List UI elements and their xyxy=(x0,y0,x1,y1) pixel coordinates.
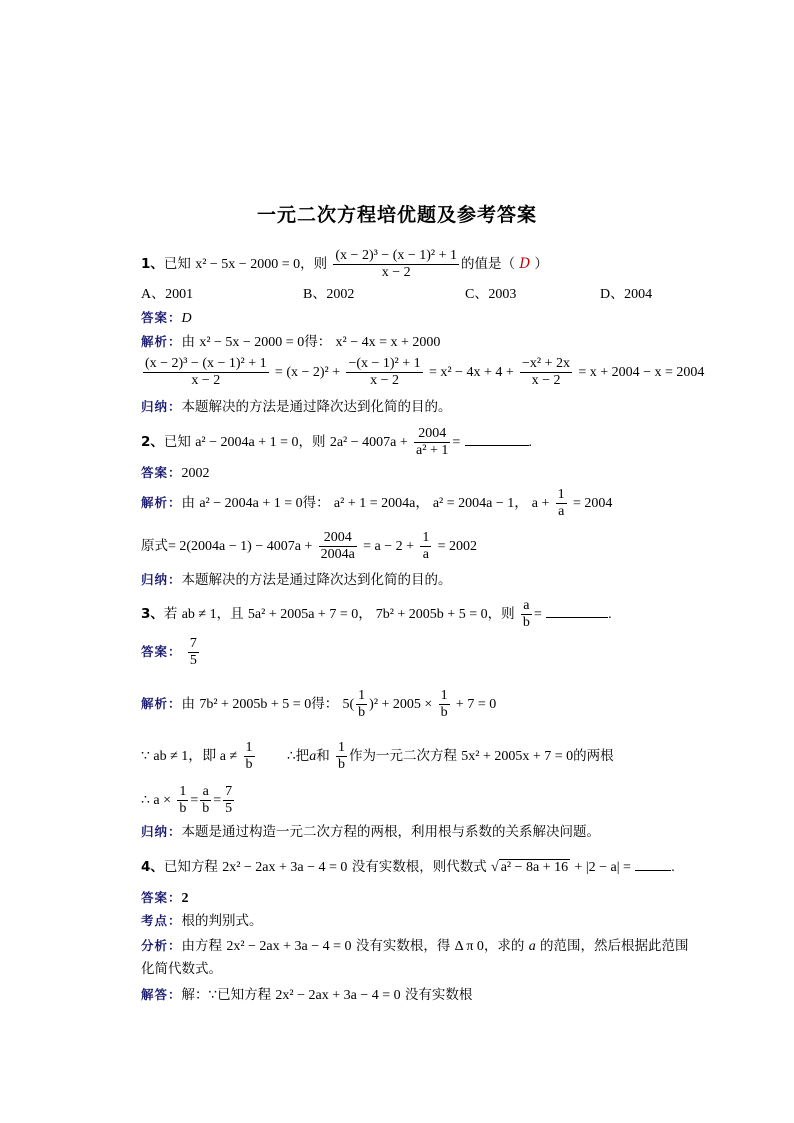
q3-analysis-eq: + 7 = 0 xyxy=(455,697,497,712)
q1-stem-text: ，则 xyxy=(300,256,328,272)
fraction-numerator: 1 xyxy=(358,688,366,703)
q3-summary-line xyxy=(141,822,600,842)
q2-expression: 2a² − 4007a + xyxy=(329,435,408,450)
q1-option-a: A、2001 xyxy=(141,287,194,302)
q3-stem-text: ，则 xyxy=(487,606,515,622)
q3-condition: ab ≠ 1 xyxy=(181,607,217,622)
fraction-denominator: b xyxy=(337,757,345,772)
q2-number: 2、 xyxy=(141,434,164,450)
answer-label: 答案： xyxy=(141,644,182,659)
q1-condition: x² − 5x − 2000 = 0 xyxy=(195,257,301,272)
q3-analysis-text: 得： xyxy=(311,696,339,712)
q1-analysis-text: 由 xyxy=(181,334,196,350)
q4-number: 4、 xyxy=(141,859,164,875)
q1-analysis-line xyxy=(141,332,440,353)
q3-stem-tail: . xyxy=(608,607,612,622)
q3-conclusion-fraction-2 xyxy=(200,784,211,817)
q2-answer: 2002 xyxy=(181,466,210,481)
q2-ys-fraction-2 xyxy=(420,530,431,563)
q4-answer-blank xyxy=(635,856,671,871)
q4-jieda-eq: 2x² − 2ax + 3a − 4 = 0 xyxy=(275,988,401,1003)
q4-stem-tail: . xyxy=(671,860,675,875)
q4-stem xyxy=(141,856,675,878)
q1-derivation xyxy=(141,356,704,389)
q1-step-text: = x² − 4x + 4 + xyxy=(428,365,514,380)
q3-conclusion-line xyxy=(141,784,236,817)
summary-label: 归纳： xyxy=(141,824,182,839)
q2-equals: = xyxy=(452,435,461,450)
jieda-label: 解答： xyxy=(141,987,182,1002)
q2-condition: a² − 2004a + 1 = 0 xyxy=(195,435,299,450)
q3-stem xyxy=(141,598,612,631)
fraction-numerator: a xyxy=(521,598,532,615)
q2-analysis-cond: a² − 2004a + 1 = 0 xyxy=(199,496,303,511)
q3-condition: 5a² + 2005a + 7 = 0， 7b² + 2005b + 5 = 0 xyxy=(247,607,488,622)
analysis-label: 解析： xyxy=(141,334,182,349)
fraction-denominator: b xyxy=(245,757,253,772)
q3-analysis-eq: 5( xyxy=(342,697,355,712)
q1-analysis-cond: x² − 5x − 2000 = 0 xyxy=(199,335,305,350)
fraction-numerator: (x − 2)³ − (x − 1)² + 1 xyxy=(145,356,267,371)
fraction-numerator: 1 xyxy=(557,487,565,502)
q4-fenxi-var: a xyxy=(528,939,536,954)
q1-options xyxy=(141,284,652,305)
fenxi-label: 分析： xyxy=(141,938,182,953)
q2-analysis-fraction xyxy=(556,487,567,520)
analysis-label: 解析： xyxy=(141,696,182,711)
q3-conclusion-text: = xyxy=(213,793,222,808)
fraction-numerator: 7 xyxy=(189,636,197,651)
fraction-denominator: a xyxy=(422,547,429,562)
q3-because-text: ∵ ab ≠ 1，即 a ≠ xyxy=(141,749,238,764)
fraction-numerator: (x − 2)³ − (x − 1)² + 1 xyxy=(335,248,458,263)
q2-analysis-line xyxy=(141,487,612,520)
q3-analysis-text: 由 xyxy=(181,696,196,712)
q3-because-fraction xyxy=(244,740,255,773)
fraction-denominator: x − 2 xyxy=(370,373,399,388)
answer-label: 答案： xyxy=(141,890,182,905)
q2-answer-blank xyxy=(465,431,529,446)
fraction-numerator: 1 xyxy=(179,784,187,799)
q3-conclusion-text: = xyxy=(190,793,199,808)
q4-jieda-text: 解：∵已知方程 xyxy=(181,987,272,1003)
q4-jieda-line xyxy=(141,985,472,1006)
fraction-denominator: x − 2 xyxy=(531,373,561,388)
q3-therefore-var: a xyxy=(309,749,317,764)
q3-analysis-fraction-1 xyxy=(356,688,367,721)
q2-analysis-text: 由 xyxy=(181,495,196,511)
q1-stem-text: 已知 xyxy=(163,256,191,272)
q1-step-fraction-2 xyxy=(346,356,422,389)
fraction-numerator: 2004 xyxy=(319,530,357,547)
fraction-denominator: a xyxy=(558,504,565,519)
fraction-denominator: a² + 1 xyxy=(416,443,449,458)
q4-fenxi-eq: 2x² − 2ax + 3a − 4 = 0 xyxy=(226,939,352,954)
q1-summary: 本题解决的方法是通过降次达到化简的目的。 xyxy=(181,399,452,415)
q3-therefore-text: 作为一元二次方程 xyxy=(348,748,457,764)
fraction-numerator: 1 xyxy=(440,688,448,703)
fraction-numerator: 1 xyxy=(337,740,345,755)
fraction-numerator: 7 xyxy=(225,784,233,799)
q3-answer-blank xyxy=(546,603,608,618)
fraction-numerator: a xyxy=(200,784,211,801)
q1-analysis-eq: x² − 4x = x + 2000 xyxy=(335,335,441,350)
q1-step-text: = (x − 2)² + xyxy=(274,365,341,380)
q1-analysis-text: 得： xyxy=(304,334,332,350)
q3-stem-text: 若 xyxy=(163,606,178,622)
q1-step-text: = x + 2004 − x = 2004 xyxy=(578,365,705,380)
fraction-denominator: x − 2 xyxy=(191,373,221,388)
q2-stem-text: ，则 xyxy=(298,434,326,450)
q3-analysis-eq: )² + 2005 × xyxy=(369,697,433,712)
q3-conclusion-fraction-1 xyxy=(177,784,188,817)
q1-step-fraction-1 xyxy=(143,356,269,389)
q1-option-c: C、2003 xyxy=(465,287,517,302)
q4-fenxi-line xyxy=(141,936,689,957)
q1-given-answer: D xyxy=(519,256,531,272)
q3-analysis-line xyxy=(141,688,496,721)
fraction-denominator: 2004a xyxy=(320,547,355,562)
q3-equals: = xyxy=(533,607,542,622)
q2-analysis-eq: = 2004 xyxy=(572,496,613,511)
fraction-numerator: −x² + 2x xyxy=(522,356,571,371)
summary-label: 归纳： xyxy=(141,399,182,414)
q3-answer-fraction xyxy=(188,636,199,669)
q3-therefore-text: 的两根 xyxy=(573,748,614,764)
q2-answer-line xyxy=(141,463,210,484)
summary-label: 归纳： xyxy=(141,572,182,587)
q2-ys-fraction-1 xyxy=(319,530,357,563)
q4-stem-text: 已知方程 xyxy=(163,859,218,875)
q4-fenxi-line-2 xyxy=(141,959,222,979)
answer-label: 答案： xyxy=(141,465,182,480)
q1-stem-text: ） xyxy=(534,256,548,272)
fraction-denominator: b xyxy=(358,705,366,720)
q1-stem-text: 的值是（ xyxy=(461,256,516,272)
q4-answer-line xyxy=(141,888,189,909)
q4-condition: 2x² − 2ax + 3a − 4 = 0 xyxy=(222,860,348,875)
q4-fenxi-text: 由方程 xyxy=(181,938,223,954)
q3-therefore-fraction xyxy=(336,740,347,773)
q2-stem xyxy=(141,426,532,459)
q4-jieda-text: 没有实数根 xyxy=(404,987,473,1003)
q2-ys-text: = a − 2 + xyxy=(363,539,415,554)
q4-fenxi-delta: Δ π 0 xyxy=(454,939,484,954)
fraction-denominator: 5 xyxy=(189,653,197,668)
q3-therefore-text: 和 xyxy=(316,748,330,764)
page-title: 一元二次方程培优题及参考答案 xyxy=(256,204,537,226)
q2-analysis-text: 得： xyxy=(302,495,330,511)
q4-kaodian: 根的判别式。 xyxy=(181,913,263,929)
q3-answer-line xyxy=(141,636,201,669)
q4-fenxi-text: 化简代数式。 xyxy=(141,961,222,977)
fraction-numerator: 1 xyxy=(245,740,253,755)
q1-answer-line xyxy=(141,308,192,329)
q2-summary-line xyxy=(141,570,452,590)
fraction-denominator: b xyxy=(202,801,210,816)
q1-step-fraction-3 xyxy=(520,356,572,389)
q3-number: 3、 xyxy=(141,606,164,622)
q3-fraction xyxy=(521,598,532,631)
q2-summary: 本题解决的方法是通过降次达到化简的目的。 xyxy=(181,572,452,588)
q2-stem-tail: . xyxy=(528,435,533,450)
q3-conclusion-fraction-3 xyxy=(223,784,234,817)
kaodian-label: 考点： xyxy=(141,913,182,928)
q4-stem-text: 没有实数根，则代数式 xyxy=(351,859,487,875)
q2-analysis-eq: a² + 1 = 2004a， a² = 2004a − 1， a + xyxy=(333,496,550,511)
answer-label: 答案： xyxy=(141,310,182,325)
q4-kaodian-line xyxy=(141,911,263,931)
q3-conclusion-text: ∴ a × xyxy=(141,793,172,808)
q1-option-d: D、2004 xyxy=(600,287,653,302)
q2-yuanshi: 原式 xyxy=(141,538,168,554)
q2-stem-text: 已知 xyxy=(163,434,191,450)
q3-summary: 本题是通过构造一元二次方程的两根，利用根与系数的关系解决问题。 xyxy=(181,824,601,840)
fraction-denominator: x − 2 xyxy=(381,265,411,280)
q2-ys-text: = 2(2004a − 1) − 4007a + xyxy=(168,539,313,554)
q2-fraction xyxy=(414,426,450,459)
q4-sqrt: √ a² − 8a + 16 xyxy=(491,860,569,875)
q1-summary-line xyxy=(141,397,452,417)
q1-number: 1、 xyxy=(141,256,164,272)
fraction-denominator: b xyxy=(440,705,448,720)
fraction-numerator: −(x − 1)² + 1 xyxy=(348,356,421,371)
q2-ys-text: = 2002 xyxy=(437,539,478,554)
q4-sqrt-inner: a² − 8a + 16 xyxy=(500,860,569,875)
fraction-denominator: b xyxy=(522,615,530,630)
q4-fenxi-text: 没有实数根，得 xyxy=(355,938,451,954)
q3-therefore-text: ∴把 xyxy=(287,748,310,764)
fraction-denominator: 5 xyxy=(225,801,233,816)
q4-fenxi-text: 的范围，然后根据此范围 xyxy=(540,938,689,954)
q3-analysis-fraction-2 xyxy=(439,688,450,721)
q2-original-line xyxy=(141,530,477,563)
fraction-denominator: b xyxy=(179,801,187,816)
q1-fraction xyxy=(333,248,459,281)
q3-because-line xyxy=(141,740,614,773)
q3-stem-text: ，且 xyxy=(216,606,244,622)
q3-therefore-eq: 5x² + 2005x + 7 = 0 xyxy=(461,749,574,764)
q3-analysis-cond: 7b² + 2005b + 5 = 0 xyxy=(199,697,312,712)
fraction-numerator: 1 xyxy=(422,530,430,545)
q4-abs-part: + |2 − a| = xyxy=(574,860,631,875)
q1-answer: D xyxy=(181,311,192,326)
q4-fenxi-text: ，求的 xyxy=(483,938,525,954)
q1-option-b: B、2002 xyxy=(303,287,355,302)
analysis-label: 解析： xyxy=(141,495,182,510)
q4-answer: 2 xyxy=(181,891,189,906)
fraction-numerator: 2004 xyxy=(414,426,450,443)
q1-stem xyxy=(141,248,548,281)
